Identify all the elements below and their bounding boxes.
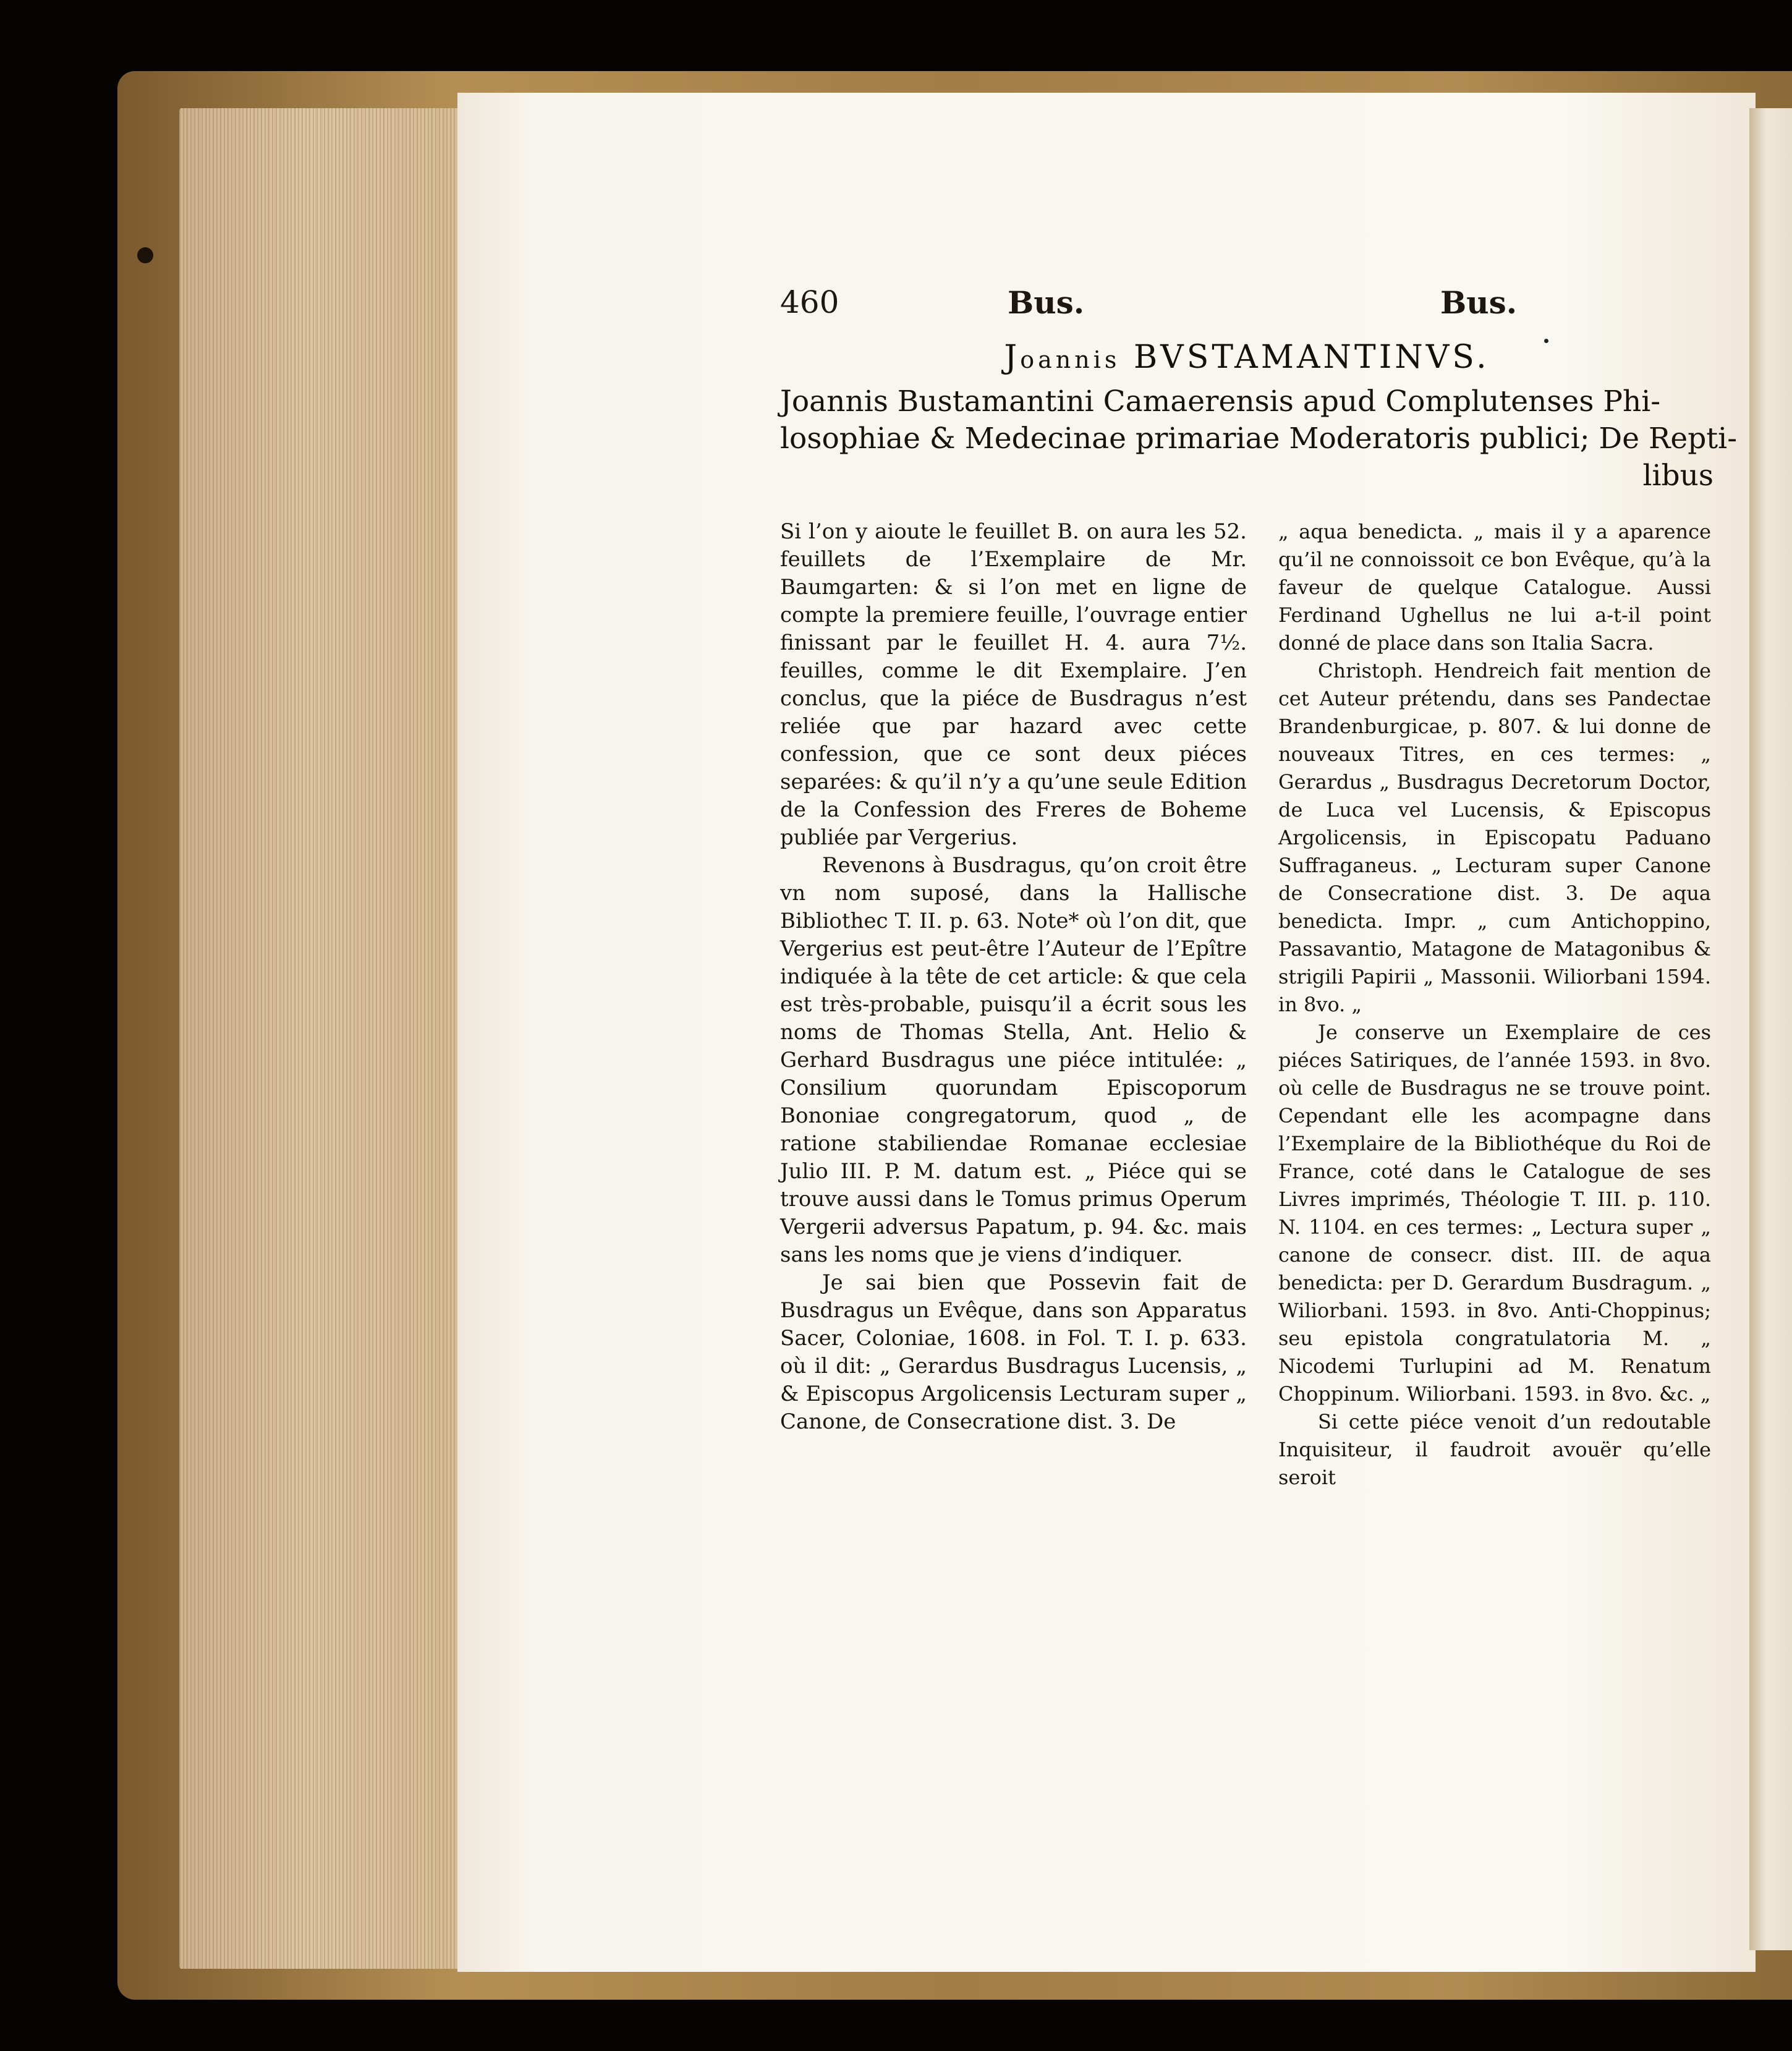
paragraph: „ aqua benedicta. „ mais il y a aparence qu’il ne connoissoit ce bon Evêque, qu’à la faveur de quelque Catalogue. Aussi Ferdinand Ughellus ne lui a-t-il point donné de place dans son Italia Sacra. xyxy=(1278,520,1711,655)
entry-heading xyxy=(780,339,1713,376)
right-text-column xyxy=(1278,518,1711,1492)
left-text-column xyxy=(780,518,1247,1436)
paragraph: Si l’on y aioute le feuillet B. on aura les 52. feuillets de l’Exemplaire de Mr. Baumgarten: & si l’on met en ligne de compte la premiere feuille, l’ouvrage entier finissant par le feuillet H. 4. aura 7½. feuilles, comme le dit Exemplaire. J’en conclus, que la piéce de Busdragus n’est reliée que par hazard avec cette confession, que ce sont deux piéces separées: & qu’il n’y a qu’une seule Edition de la Confession des Freres de Boheme publiée par Vergerius. xyxy=(780,519,1247,850)
page-number: 460 xyxy=(780,284,839,320)
running-head-left: Bus. xyxy=(1008,284,1085,321)
heading-surname: BVSTAMANTINVS. xyxy=(1133,339,1490,376)
paragraph: Si cette piéce venoit d’un redoutable Inquisiteur, il faudroit avouër qu’elle seroit xyxy=(1278,1410,1711,1489)
paragraph: Je sai bien que Possevin fait de Busdragus un Evêque, dans son Apparatus Sacer, Coloniae, 1608. in Fol. T. I. p. 633. où il dit: „ Gerardus Busdragus Lucensis, „ & Episcopus Argolicensis Lecturam super „ Canone, de Consecratione dist. 3. De xyxy=(780,1270,1247,1434)
binding-nail xyxy=(137,247,153,263)
title-line: losophiae & Medecinae primariae Moderatoris publici; De Repti- xyxy=(780,422,1738,456)
heading-initial: J xyxy=(1004,339,1021,376)
title-line: libus xyxy=(1642,459,1713,493)
page-block-edge xyxy=(179,108,464,1969)
paragraph: Christoph. Hendreich fait mention de cet Auteur prétendu, dans ses Pandectae Brandenburgicae, p. 807. & lui donne de nouveaux Titres, en ces termes: „ Gerardus „ Busdragus Decretorum Doctor, de Luca vel Lucensis, & Episcopus Argolicensis, in Episcopatu Paduano Suffraganeus. „ Lecturam super Canone de Consecratione dist. 3. De aqua benedicta. Impr. „ cum Antichoppino, Passavantio, Matagone de Matagonibus & strigili Papirii „ Massonii. Wiliorbani 1594. in 8vo. „ xyxy=(1278,659,1711,1016)
running-head-right: Bus. xyxy=(1440,284,1518,321)
work-title xyxy=(780,383,1738,495)
title-line: Joannis Bustamantini Camaerensis apud Complutenses Phi- xyxy=(780,384,1661,418)
facing-page-edge xyxy=(1749,108,1792,1950)
paragraph: Revenons à Busdragus, qu’on croit être vn nom suposé, dans la Hallische Bibliothec T. II. p. 63. Note* où l’on dit, que Vergerius est peut-être l’Auteur de l’Epître indiquée à la tête de cet article: & que cela est très-probable, puisqu’il a écrit sous les noms de Thomas Stella, Ant. Helio & Gerhard Busdragus une piéce intitulée: „ Consilium quorundam Episcoporum Bononiae congregatorum, quod „ de ratione stabiliendae Romanae ecclesiae Julio III. P. M. datum est. „ Piéce qui se trouve aussi dans le Tomus primus Operum Vergerii adversus Papatum, p. 94. &c. mais sans les noms que je viens d’indiquer. xyxy=(780,853,1247,1267)
paragraph: Je conserve un Exemplaire de ces piéces Satiriques, de l’année 1593. in 8vo. où celle de Busdragus ne se trouve point. Cependant elle les acompagne dans l’Exemplaire de la Bibliothéque du Roi de France, coté dans le Catalogue de ses Livres imprimés, Théologie T. III. p. 110. N. 1104. en ces termes: „ Lectura super „ canone de consecr. dist. III. de aqua benedicta: per D. Gerardum Busdragum. „ Wiliorbani. 1593. in 8vo. Anti-Choppinus; seu epistola congratulatoria M. „ Nicodemi Turlupini ad M. Renatum Choppinum. Wiliorbani. 1593. in 8vo. &c. „ xyxy=(1278,1021,1711,1406)
heading-smallcaps: oannis xyxy=(1020,346,1121,373)
